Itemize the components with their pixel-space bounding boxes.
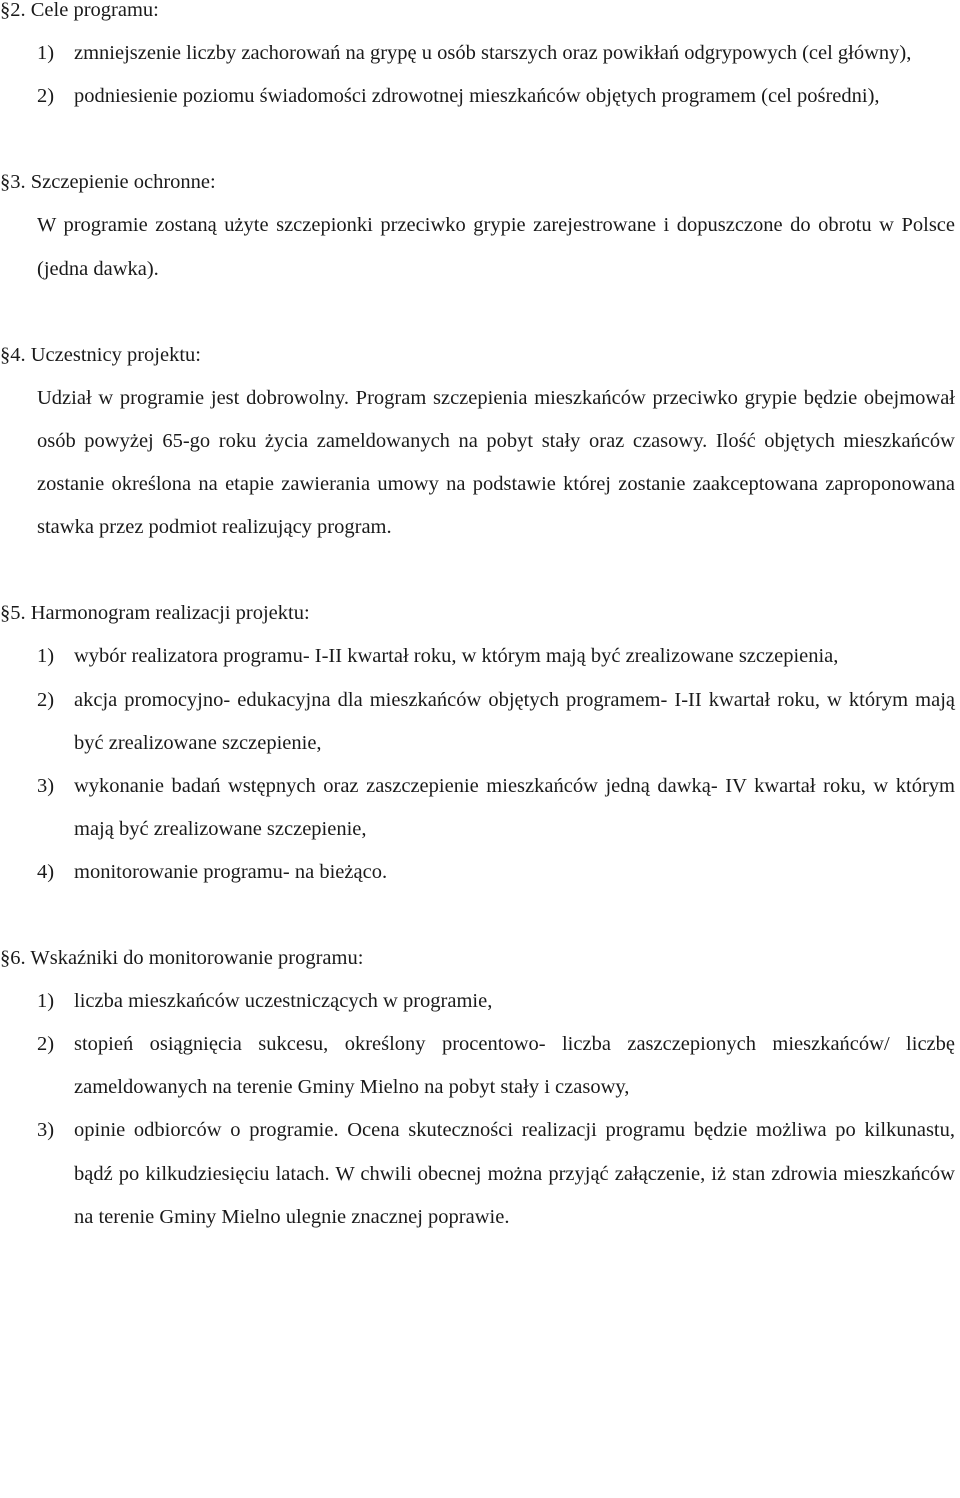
section-heading: §5. Harmonogram realizacji projektu: [0,602,310,625]
list-item-text: wybór realizatora programu- I-II kwartał roku, w którym mają być zrealizowane szczepienia, [74,645,839,668]
list-item [37,980,955,1023]
list-item [37,75,955,118]
section-harmonogram [0,592,955,894]
section-szczepienie-ochronne [0,161,955,290]
list-item-text: opinie odbiorców o programie. Ocena skuteczności realizacji programu będzie możliwa po kilkunastu, bądź po kilkudziesięciu latach. W chwili obecnej można przyjąć załączenie, iż stan zdrowia mieszkańców na terenie Gminy Mielno ulegnie znacznej poprawie. [74,1119,955,1228]
list-item [37,679,955,765]
section-heading: §4. Uczestnicy projektu: [0,343,201,366]
list-item-text: wykonanie badań wstępnych oraz zaszczepienie mieszkańców jedną dawką- IV kwartał roku, w którym mają być zrealizowane szczepienie, [74,774,955,840]
section-wskazniki [0,937,955,1239]
list-item [37,765,955,851]
list-item-number: 3) [37,774,55,797]
list-item-number: 2) [37,688,55,711]
section-heading: §3. Szczepienie ochronne: [0,171,216,194]
list-item-number: 1) [37,990,55,1013]
list-item [37,1023,955,1109]
list-item [37,635,955,678]
list-item-number: 4) [37,860,55,883]
list-item-text: zmniejszenie liczby zachorowań na grypę u osób starszych oraz powikłań odgrypowych (cel główny), [74,42,912,65]
section-cele-programu [0,0,955,118]
list-item-text: liczba mieszkańców uczestniczących w programie, [74,990,493,1013]
list-item [37,851,955,894]
list-item [37,32,955,75]
list-item-number: 3) [37,1119,55,1142]
list-item-number: 1) [37,42,55,65]
list-item-text: stopień osiągnięcia sukcesu, określony procentowo- liczba zaszczepionych mieszkańców/ liczbę zameldowanych na terenie Gminy Mielno na pobyt stały i czasowy, [74,1033,955,1099]
list-item-number: 1) [37,645,55,668]
list-item-number: 2) [37,85,55,108]
section-heading: §6. Wskaźniki do monitorowanie programu: [0,947,364,970]
section-uczestnicy-projektu [0,334,955,549]
objectives-list [37,32,955,118]
section-paragraph: Udział w programie jest dobrowolny. Program szczepienia mieszkańców przeciwko grypie będzie obejmował osób powyżej 65-go roku życia zameldowanych na pobyt stały oraz czasowy. Ilość objętych mieszkańców zostanie określona na etapie zawierania umowy na podstawie której zostanie zaakceptowana zaproponowana stawka przez podmiot realizujący program. [37,386,955,539]
list-item [37,1109,955,1238]
section-heading: §2. Cele programu: [0,0,159,21]
section-paragraph: W programie zostaną użyte szczepionki przeciwko grypie zarejestrowane i dopuszczone do obrotu w Polsce (jedna dawka). [37,214,955,280]
list-item-text: monitorowanie programu- na bieżąco. [74,860,388,883]
indicators-list [37,980,955,1239]
list-item-text: podniesienie poziomu świadomości zdrowotnej mieszkańców objętych programem (cel pośredni), [74,85,880,108]
list-item-text: akcja promocyjno- edukacyjna dla mieszkańców objętych programem- I-II kwartał roku, w którym mają być zrealizowane szczepienie, [74,688,955,754]
list-item-number: 2) [37,1033,55,1056]
schedule-list [37,635,955,894]
